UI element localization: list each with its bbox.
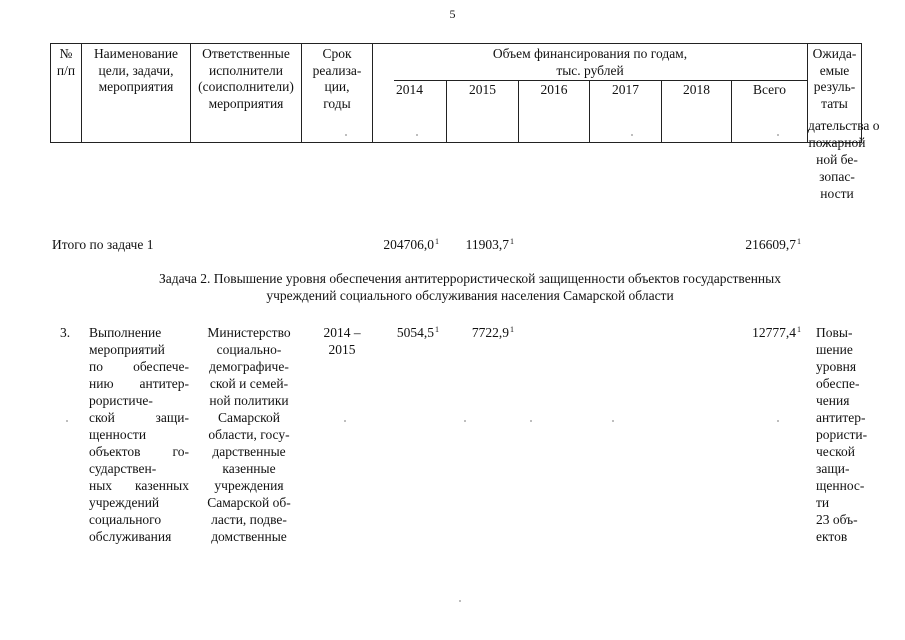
header-term: Срок реализа- ции, годы [312, 46, 362, 111]
header-year-2018: 2018 [683, 82, 710, 97]
header-funding: Объем финансирования по годам, тыс. рублей [492, 46, 688, 78]
total-task1-2015: 11903,7$^1$ [465, 237, 514, 252]
task2-heading: Задача 2. Повышение уровня обеспечения антитеррористической защищенности объектов государственных учреждений социального обслуживания населения Самарской области [159, 271, 781, 303]
header-year-2014: 2014 [396, 82, 423, 97]
total-task1-2014: 204706,0$^1$ [383, 237, 439, 252]
scan-speck [777, 420, 779, 422]
scan-speck [530, 420, 532, 422]
row3-expected: Повы- шение уровня обеспе- чения антитер- рористи- ческой защи- щеннос- ти 23 объ- ектов [816, 325, 868, 544]
header-total: Всего [752, 82, 787, 97]
scan-speck [777, 134, 779, 136]
header-num: № п/п [56, 46, 76, 78]
scan-speck [345, 134, 347, 136]
row3-2014: 5054,5$^1$ [396, 325, 439, 340]
header-name: Наименование цели, задачи, мероприятия [93, 46, 179, 94]
total-task1-label: Итого по задаче 1 [52, 237, 154, 252]
continuation-expected: дательства о пожарной ной бе- зопас- ности [808, 118, 880, 201]
row3-2015: 7722,9$^1$ [471, 325, 514, 340]
scan-speck [416, 134, 418, 136]
total-task1-total: 216609,7$^1$ [745, 237, 801, 252]
row3-name: Выполнение мероприятий по обеспече- нию антитер- рористиче- ской защи- щенности объектов го- сударствен- ных казенных учреждений социального обслуживания [89, 325, 189, 544]
header-expected: Ожида- емые резуль- таты [812, 46, 857, 111]
page-number: 5 [449, 7, 456, 21]
row3-term: 2014 – 2015 [323, 325, 361, 357]
scan-speck [631, 134, 633, 136]
header-year-2016: 2016 [540, 82, 568, 97]
scan-speck [464, 420, 466, 422]
scan-speck [459, 600, 461, 602]
row3-total: 12777,4$^1$ [752, 325, 801, 340]
row3-number: 3. [60, 325, 71, 340]
scan-speck [612, 420, 614, 422]
scan-speck [66, 420, 68, 422]
scan-speck [344, 420, 346, 422]
header-year-2017: 2017 [612, 82, 639, 97]
header-year-2015: 2015 [469, 82, 496, 97]
header-executors: Ответственные исполнители (соисполнители) мероприятия [198, 46, 294, 111]
table-header [50, 43, 862, 143]
row3-executors: Министерство социально- демографиче- ской и семей- ной политики Самарской области, госу- дарственные казенные учреждения Самарской об- ласти, подве- домственные [207, 325, 291, 544]
